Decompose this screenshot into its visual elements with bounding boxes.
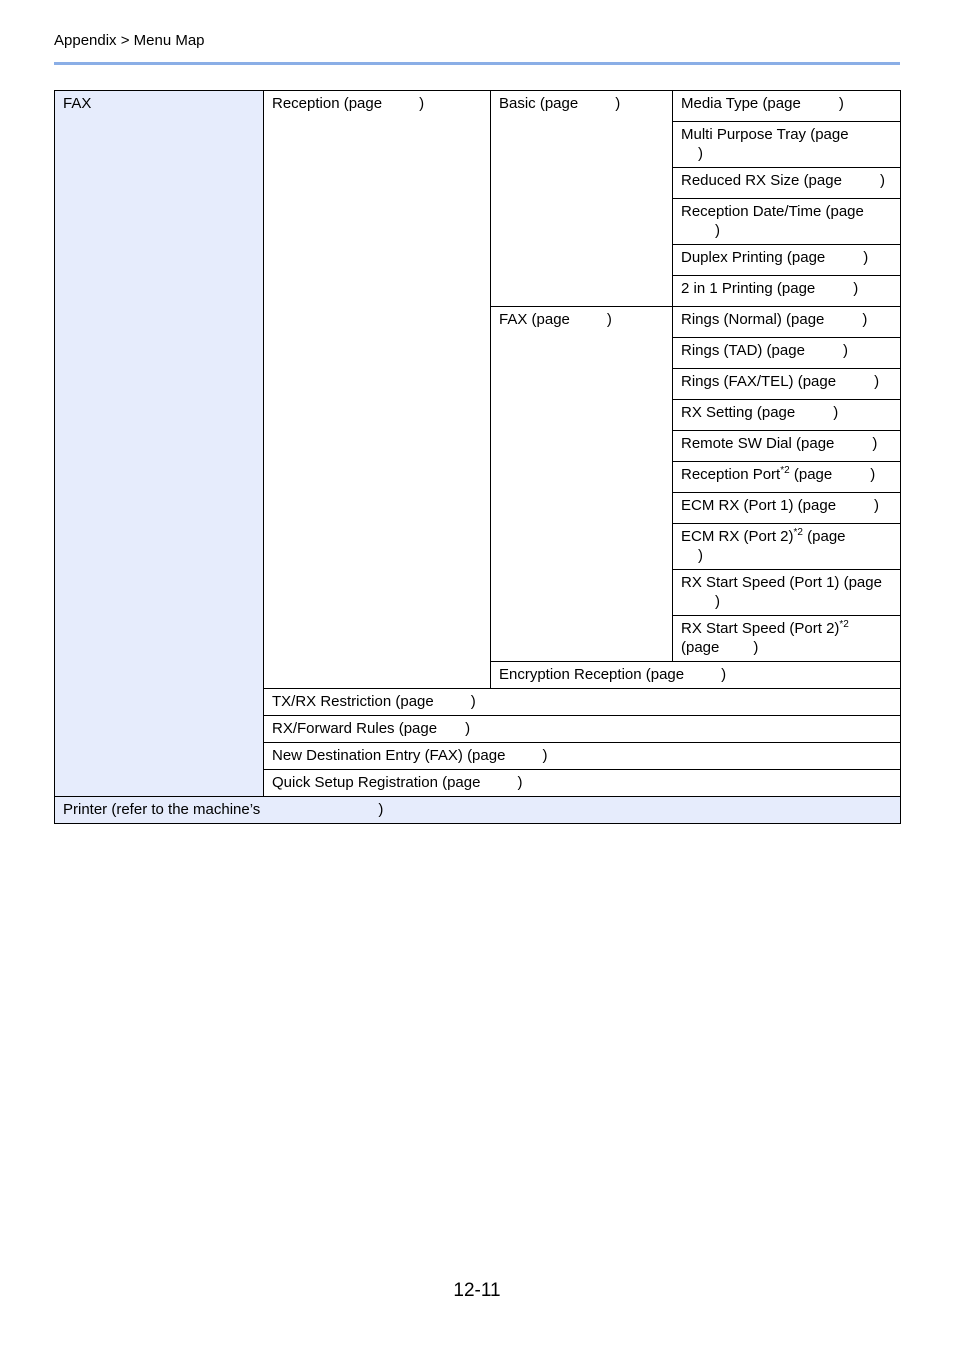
menu-cell-rings-fax-tel: Rings (FAX/TEL) (page ) — [673, 369, 901, 400]
menu-map-table — [54, 90, 901, 824]
footnote-marker: *2 — [839, 619, 849, 630]
menu-cell-fax-reception: FAX (page ) — [491, 307, 673, 662]
menu-cell-basic: Basic (page ) — [491, 91, 673, 307]
menu-cell-reception-port: Reception Port$^{*2}$ (page ) — [673, 462, 901, 493]
menu-cell-encryption-reception: Encryption Reception (page ) — [491, 662, 901, 689]
footnote-marker: *2 — [780, 465, 790, 476]
menu-cell-rx-start-speed-port2: RX Start Speed (Port 2)$^{*2}$ (page ) — [673, 616, 901, 662]
menu-cell-rings-tad: Rings (TAD) (page ) — [673, 338, 901, 369]
page-number: 12-11 — [453, 1280, 501, 1301]
menu-cell-reduced-rx-size: Reduced RX Size (page ) — [673, 168, 901, 199]
footnote-marker: *2 — [793, 527, 803, 538]
menu-cell-remote-sw-dial: Remote SW Dial (page ) — [673, 431, 901, 462]
menu-cell-quick-setup-registration: Quick Setup Registration (page ) — [264, 770, 901, 797]
menu-cell-rx-setting: RX Setting (page ) — [673, 400, 901, 431]
menu-cell-tx-rx-restriction: TX/RX Restriction (page ) — [264, 689, 901, 716]
breadcrumb: Appendix > Menu Map — [54, 32, 205, 49]
menu-cell-ecm-rx-port1: ECM RX (Port 1) (page ) — [673, 493, 901, 524]
menu-cell-duplex-printing: Duplex Printing (page ) — [673, 245, 901, 276]
menu-cell-rx-start-speed-port1: RX Start Speed (Port 1) (page) — [673, 570, 901, 616]
menu-cell-media-type: Media Type (page ) — [673, 91, 901, 122]
menu-cell-fax — [55, 91, 264, 797]
menu-cell-2in1-printing: 2 in 1 Printing (page ) — [673, 276, 901, 307]
menu-cell-reception-date-time: Reception Date/Time (page) — [673, 199, 901, 245]
menu-cell-rx-forward-rules: RX/Forward Rules (page ) — [264, 716, 901, 743]
menu-cell-rings-normal: Rings (Normal) (page ) — [673, 307, 901, 338]
menu-cell-ecm-rx-port2: ECM RX (Port 2)$^{*2}$ (page ) — [673, 524, 901, 570]
menu-cell-new-destination-entry: New Destination Entry (FAX) (page ) — [264, 743, 901, 770]
menu-label: FAX — [63, 95, 92, 112]
menu-cell-multi-purpose-tray: Multi Purpose Tray (page ) — [673, 122, 901, 168]
menu-cell-printer: Printer (refer to the machine’s ) — [55, 797, 901, 824]
menu-cell-reception: Reception (page ) — [264, 91, 491, 689]
header-divider — [54, 62, 900, 65]
